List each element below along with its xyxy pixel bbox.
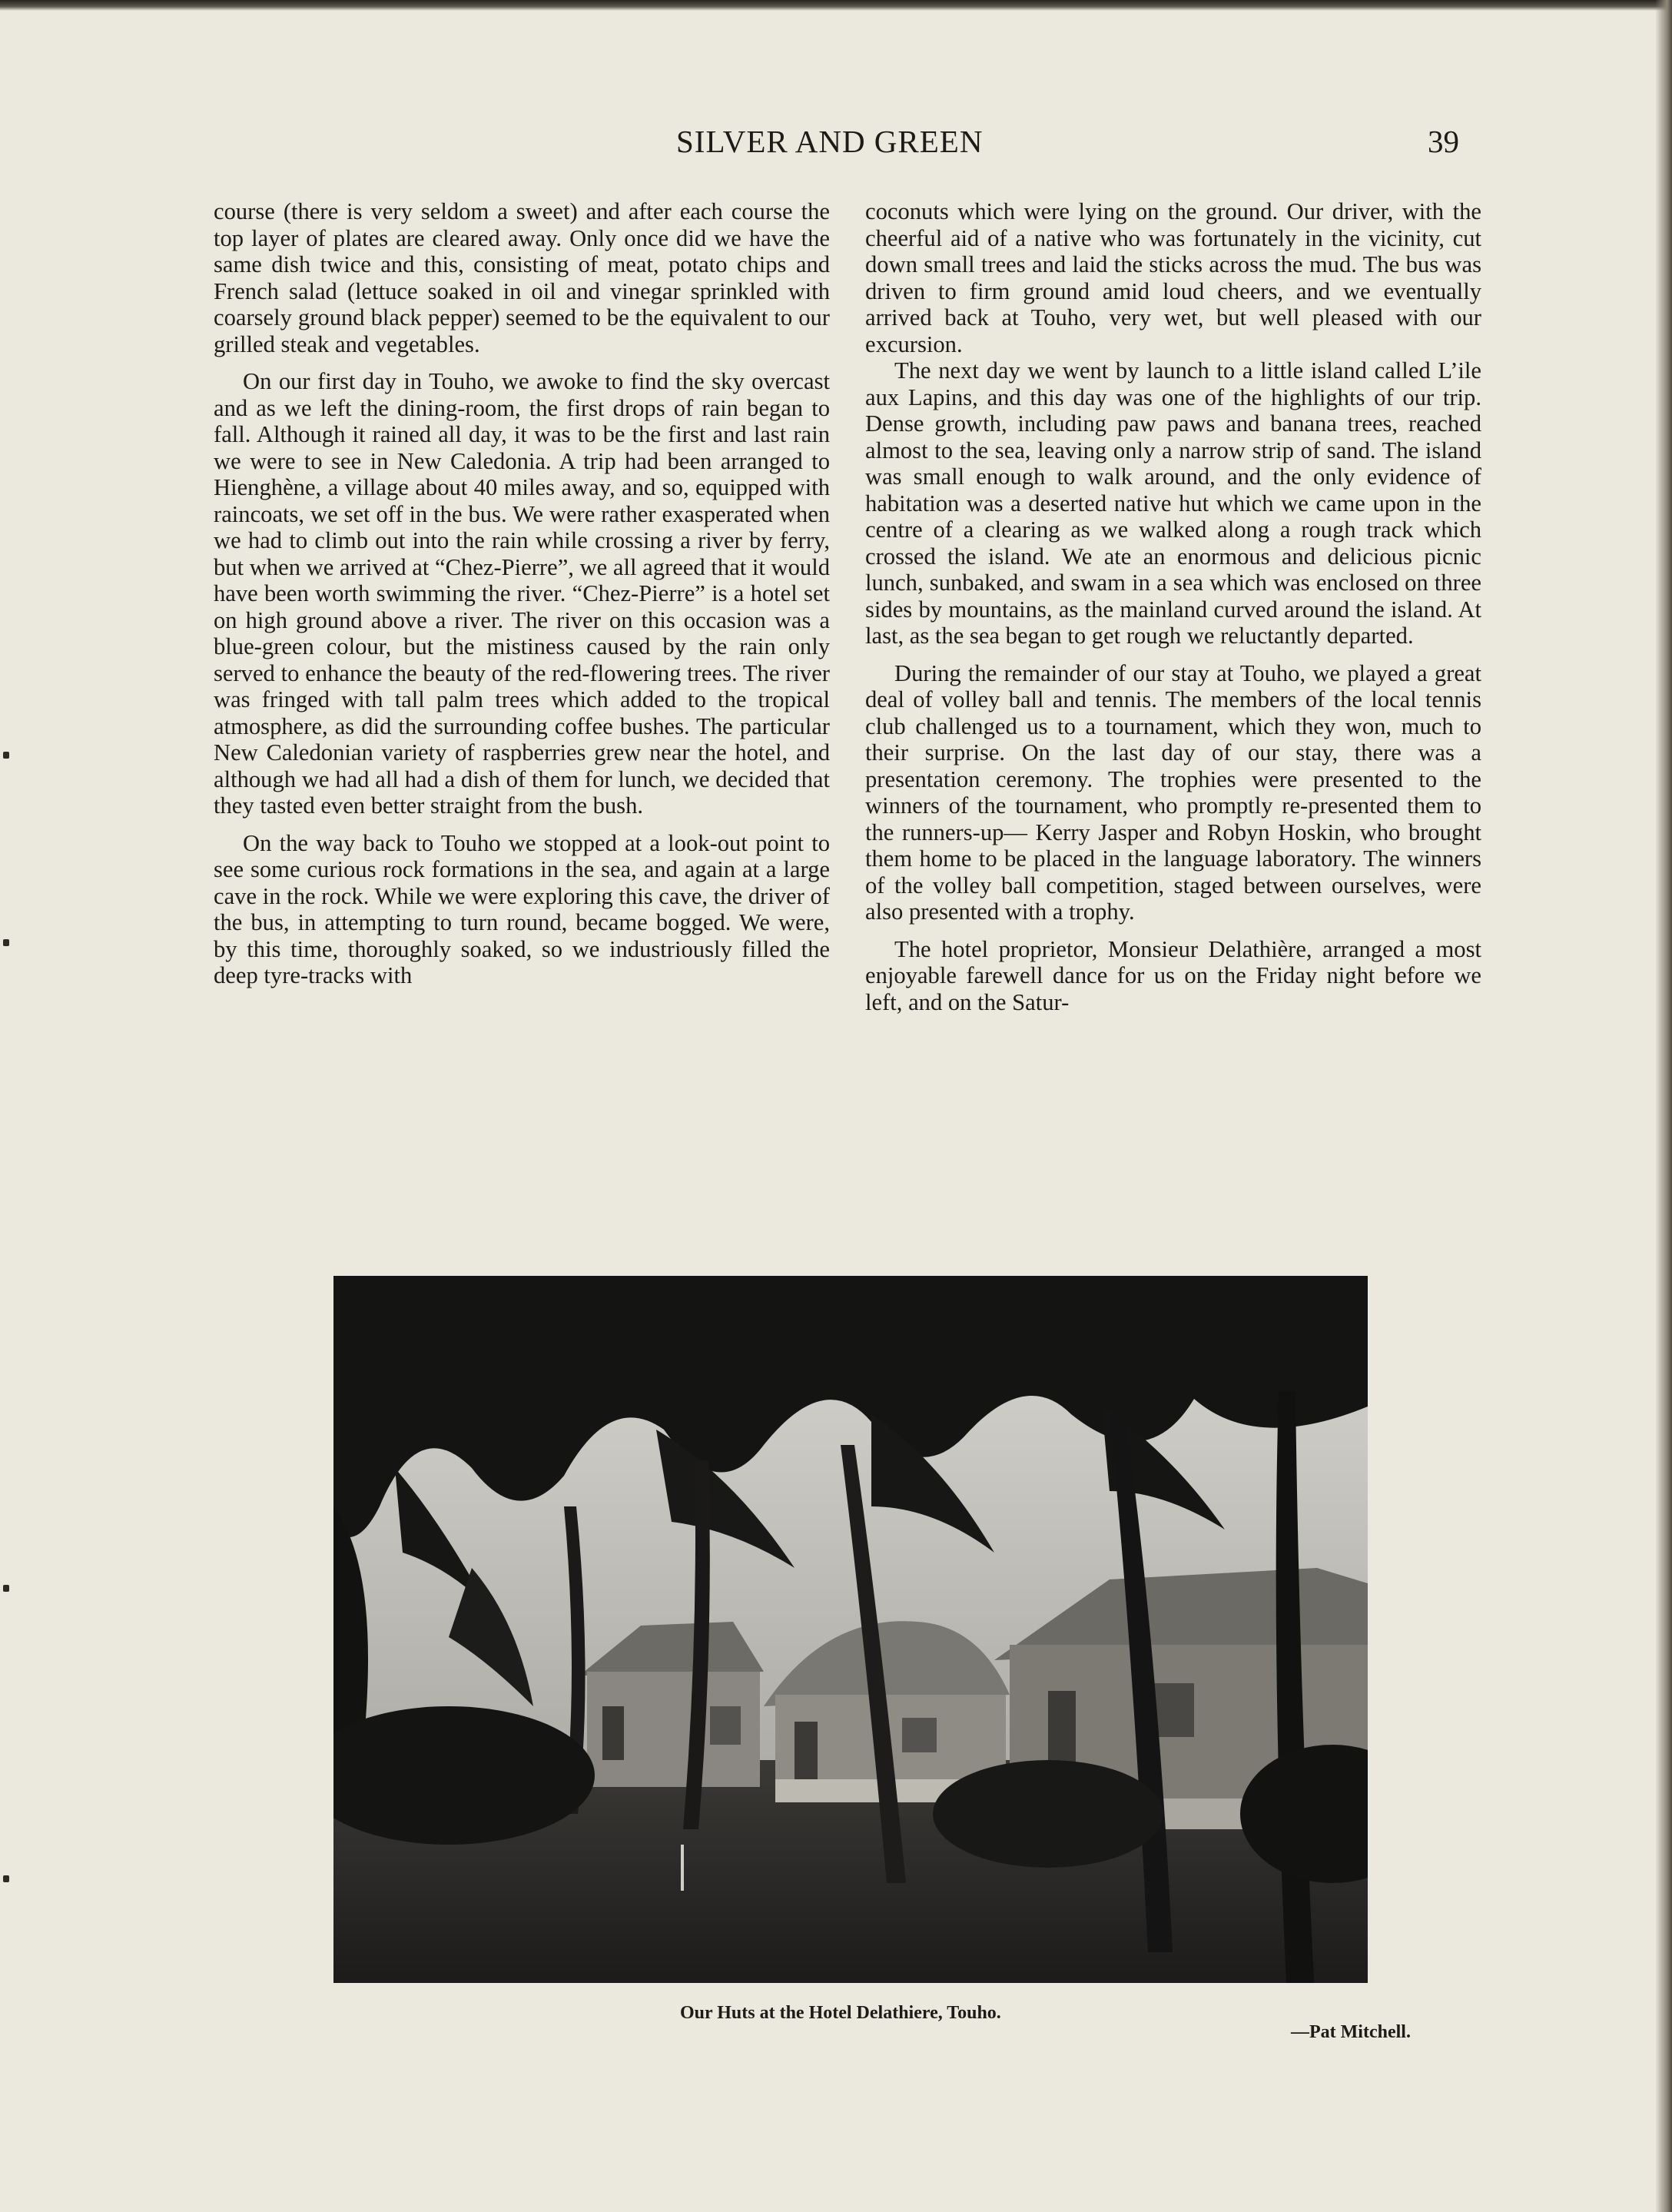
running-title: SILVER AND GREEN bbox=[676, 124, 984, 159]
photo-caption: Our Huts at the Hotel Delathiere, Touho. bbox=[680, 2003, 1001, 2023]
scan-top-edge bbox=[0, 0, 1672, 11]
left-column bbox=[214, 198, 830, 989]
huts-photograph bbox=[333, 1276, 1368, 1983]
paragraph: coconuts which were lying on the ground. Our driver, with the cheerful aid of a native who was fortunately in the vicinity, cut down small trees and laid the sticks across the mud. The bus was driven to firm ground amid loud cheers, and we eventually arrived back at Touho, very wet, but well pleased with our excursion. bbox=[865, 198, 1481, 357]
page-number: 39 bbox=[1428, 124, 1459, 159]
paragraph: course (there is very seldom a sweet) and after each course the top layer of plates are cleared away. Only once did we have the same dish twice and this, consisting of meat, potato chips and French salad (lettuce soaked in oil and vinegar sprinkled with coarsely ground black pepper) seemed to be the equivalent to our grilled steak and vegetables. bbox=[214, 198, 830, 357]
margin-mark bbox=[3, 1875, 9, 1882]
paragraph: On the way back to Touho we stopped at a look-out point to see some curious rock formations in the sea, and again at a large cave in the rock. While we were exploring this cave, the driver of the bus, in attempting to turn round, became bogged. We were, by this time, thoroughly soaked, so we industriously filled the deep tyre-tracks with bbox=[214, 829, 830, 988]
photo-illustration bbox=[333, 1276, 1368, 1983]
paragraph: During the remainder of our stay at Touho, we played a great deal of volley ball and tennis. The members of the local tennis club challenged us to a tournament, which they won, much to their surprise. On the last day of our stay, there was a presentation ceremony. The trophies were presented to the winners of the tournament, who promptly re-presented them to the runners-up— Kerry Jasper and Robyn Hoskin, who brought them home to be placed in the language laboratory. The winners of the volley ball competition, staged between ourselves, were also presented with a trophy. bbox=[865, 659, 1481, 925]
scan-right-edge bbox=[1655, 0, 1672, 2212]
margin-mark bbox=[3, 752, 9, 759]
margin-mark bbox=[3, 939, 9, 946]
running-head bbox=[0, 123, 1672, 166]
margin-mark bbox=[3, 1585, 9, 1592]
paragraph: The next day we went by launch to a little island called L’ile aux Lapins, and this day was one of the highlights of our trip. Dense growth, including paw paws and banana trees, reached almost to the sea, leaving only a narrow strip of sand. The island was small enough to walk around, and the only evidence of habitation was a deserted native hut which we came upon in the centre of a clearing as we walked along a rough track which crossed the island. We ate an enormous and delicious picnic lunch, sunbaked, and swam in a sea which was enclosed on three sides by mountains, as the mainland curved around the island. At last, as the sea began to get rough we reluctantly departed. bbox=[865, 357, 1481, 649]
right-column bbox=[865, 198, 1481, 1015]
paragraph: The hotel proprietor, Monsieur Delathière, arranged a most enjoyable farewell dance for us on the Friday night before we left, and on the Satur- bbox=[865, 935, 1481, 1015]
paragraph: On our first day in Touho, we awoke to find the sky overcast and as we left the dining-room, the first drops of rain began to fall. Although it rained all day, it was to be the first and last rain we were to see in New Caledonia. A trip had been arranged to Hienghène, a village about 40 miles away, and so, equipped with raincoats, we set off in the bus. We were rather exasperated when we had to climb out into the rain while crossing a river by ferry, but when we arrived at “Chez-Pierre”, we all agreed that it would have been worth swimming the river. “Chez-Pierre” is a hotel set on high ground above a river. The river on this occasion was a blue-green colour, but the mistiness caused by the rain only served to enhance the beauty of the red-flowering trees. The river was fringed with tall palm trees which added to the tropical atmosphere, as did the surrounding coffee bushes. The particular New Caledonian variety of raspberries grew near the hotel, and although we had all had a dish of them for lunch, we decided that they tasted even better straight from the bush. bbox=[214, 368, 830, 819]
photo-credit: —Pat Mitchell. bbox=[1291, 2022, 1411, 2042]
